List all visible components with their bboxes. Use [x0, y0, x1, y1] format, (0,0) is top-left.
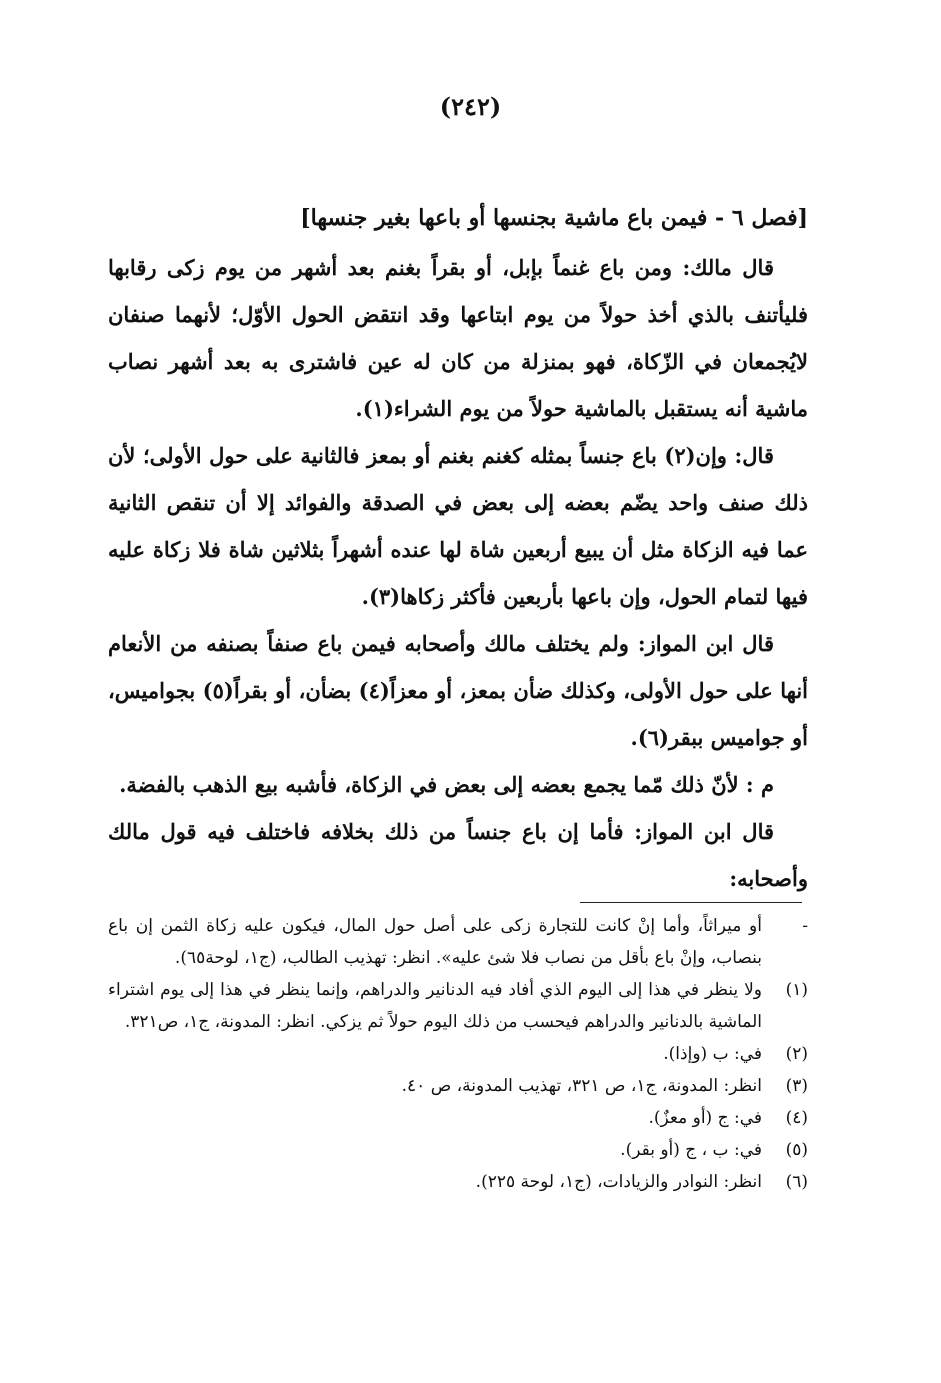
paragraph: قال مالك: ومن باع غنماً بإبل، أو بقراً بغنم بعد أشهر من يوم زكى رقابها فليأتنف بالذي أخذ حولاً من يوم ابتاعها وقد انتقض الحول الأوّل؛ لأنهما صنفان لايُجمعان في الزّكاة، فهو بمنزلة من كان له عين فاشترى به بعد أشهر نصاب ماشية أنه يستقبل بالماشية حولاً من يوم الشراء(١). [108, 255, 808, 421]
footnote [108, 1038, 808, 1070]
footnote-number: (٥) [785, 1140, 808, 1160]
footnote [108, 1102, 808, 1134]
footnotes [108, 910, 808, 1198]
footnote-number: (٤) [785, 1108, 808, 1128]
footnote-number: (٣) [785, 1076, 808, 1096]
footnote-number: (٦) [785, 1172, 808, 1192]
footnote [108, 1166, 808, 1198]
paragraph: قال ابن المواز: ولم يختلف مالك وأصحابه فيمن باع صنفاً بصنفه من الأنعام أنها على حول الأولى، وكذلك ضأن بمعز، أو معزاً(٤) بضأن، أو بقراً(٥) بجواميس، أو جواميس ببقر(٦). [108, 631, 808, 750]
footnote-separator [580, 902, 802, 903]
footnote-text: أو ميراثاً، وأما إنْ كانت للتجارة زكى على أصل حول المال، فيكون عليه زكاة الثمن إن باع بنصاب، وإنْ باع بأقل من نصاب فلا شئ عليه». انظر: تهذيب الطالب، (ج١، لوحة٦٥). [108, 916, 762, 968]
footnote-text: انظر: النوادر والزيادات، (ج١، لوحة ٢٢٥). [475, 1172, 762, 1192]
paragraph: قال ابن المواز: فأما إن باع جنساً من ذلك بخلافه فاختلف فيه قول مالك وأصحابه: [108, 819, 808, 891]
footnote [108, 1134, 808, 1166]
footnote-text: في: ب ، ج (أو بقر). [620, 1140, 762, 1160]
footnote-text: في: ج (أو معزٌ). [648, 1108, 762, 1128]
footnote [108, 910, 808, 974]
footnote [108, 974, 808, 1038]
footnote-text: في: ب (وإذا). [663, 1044, 762, 1064]
footnote-number: (٢) [785, 1044, 808, 1064]
footnote-text: انظر: المدونة، ج١، ص ٣٢١، تهذيب المدونة، ص ٤٠. [401, 1076, 762, 1096]
footnote-text: ولا ينظر في هذا إلى اليوم الذي أفاد فيه الدنانير والدراهم، وإنما ينظر في هذا إلى يوم اشتراء الماشية بالدنانير والدراهم فيحسب من ذلك اليوم حولاً ثم يزكي. انظر: المدونة، ج١، ص٣٢١. [108, 980, 762, 1032]
footnote-number: - [802, 916, 808, 936]
paragraph: قال: وإن(٢) باع جنساً بمثله كغنم بغنم أو بمعز فالثانية على حول الأولى؛ لأن ذلك صنف واحد يضّم بعضه إلى بعض في الصدقة والفوائد إلا أن تنقص الثانية عما فيه الزكاة مثل أن يبيع أربعين شاة لها عنده أشهراً بثلاثين شاة فلا زكاة عليه فيها لتمام الحول، وإن باعها بأربعين فأكثر زكاها(٣). [108, 443, 809, 609]
section-heading: [فصل ٦ - فيمن باع ماشية بجنسها أو باعها بغير جنسها] [300, 205, 808, 231]
paragraph: م : لأنّ ذلك مّما يجمع بعضه إلى بعض في الزكاة، فأشبه بيع الذهب بالفضة. [119, 772, 774, 797]
main-text [108, 196, 808, 902]
footnote [108, 1070, 808, 1102]
footnote-number: (١) [785, 980, 808, 1000]
page-number: (٢٤٢) [439, 92, 502, 121]
